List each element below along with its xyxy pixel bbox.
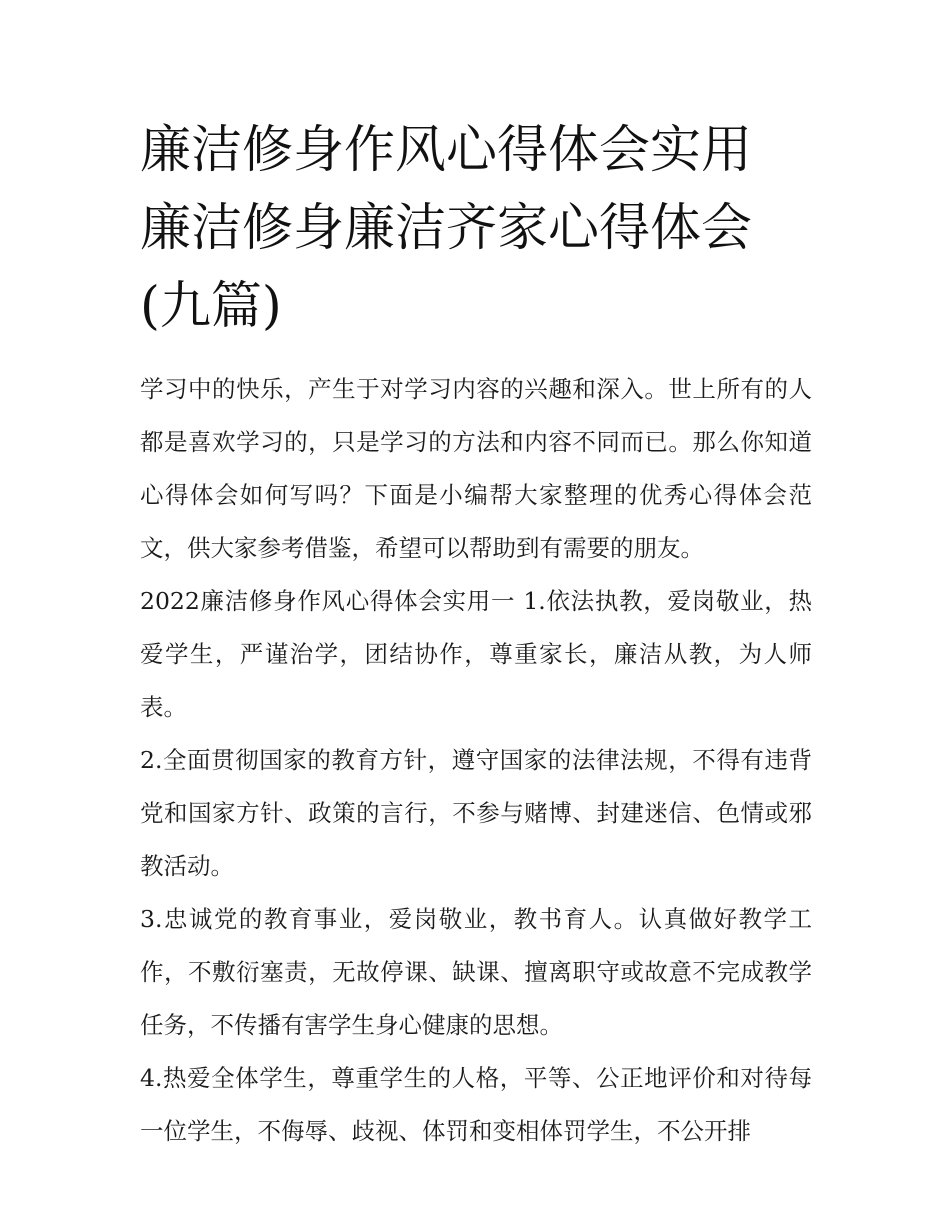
paragraph-item-3: 3.忠诚党的教育事业，爱岗敬业，教书育人。认真做好教学工作，不敷衍塞责，无故停课、缺课、擅离职守或故意不完成教学任务，不传播有害学生身心健康的思想。 bbox=[140, 905, 812, 1039]
paragraph-item-2: 2.全面贯彻国家的教育方针，遵守国家的法律法规，不得有违背党和国家方针、政策的言行，不参与赌博、封建迷信、色情或邪教活动。 bbox=[140, 746, 812, 880]
paragraph-item-4: 4.热爱全体学生，尊重学生的人格，平等、公正地评价和对待每一位学生，不侮辱、歧视、体罚和变相体罚学生，不公开排 bbox=[140, 1064, 812, 1145]
document-content bbox=[140, 112, 812, 1158]
paragraph-intro: 学习中的快乐，产生于对学习内容的兴趣和深入。世上所有的人都是喜欢学习的，只是学习的方法和内容不同而已。那么你知道心得体会如何写吗？下面是小编帮大家整理的优秀心得体会范文，供大家参考借鉴，希望可以帮助到有需要的朋友。 bbox=[140, 375, 812, 562]
document-body bbox=[140, 363, 812, 1158]
paragraph-item-1: 2022廉洁修身作风心得体会实用一 1.依法执教，爱岗敬业，热爱学生，严谨治学，团结协作，尊重家长，廉洁从教，为人师表。 bbox=[140, 587, 812, 721]
document-title: 廉洁修身作风心得体会实用 廉洁修身廉洁齐家心得体会(九篇) bbox=[140, 121, 753, 336]
